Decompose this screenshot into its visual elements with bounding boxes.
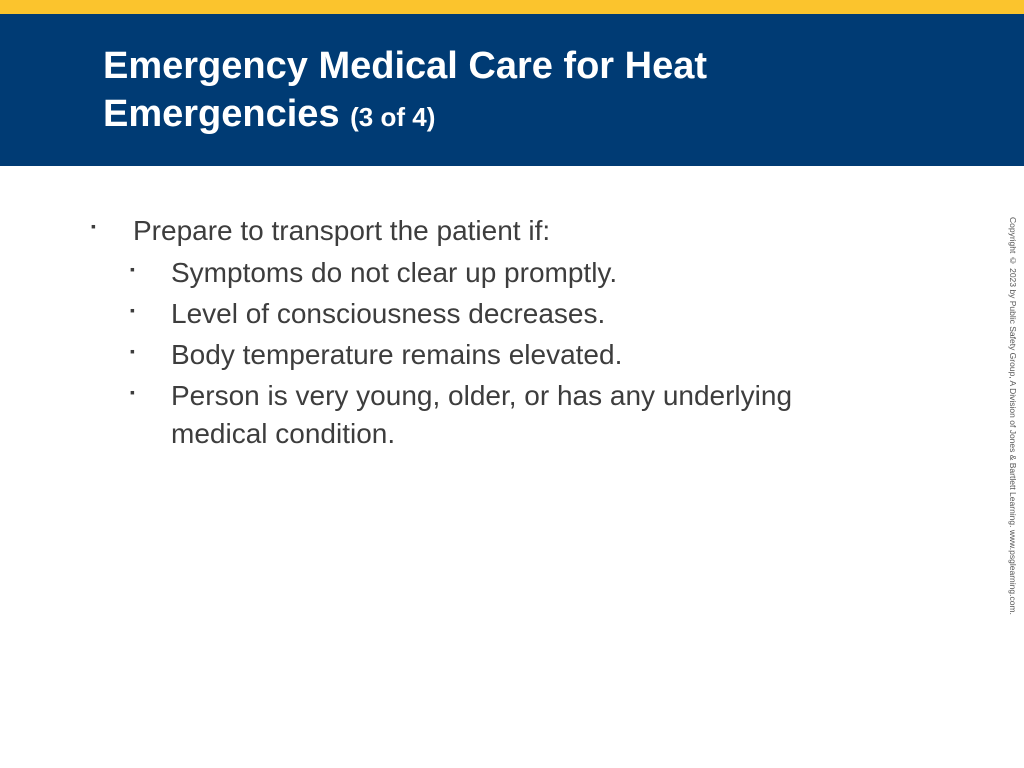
- slide-content: [86, 211, 886, 453]
- square-bullet-icon: ▪: [91, 218, 96, 234]
- square-bullet-icon: ▪: [130, 343, 135, 359]
- sub-bullet-text: Person is very young, older, or has any underlying medical condition.: [171, 380, 793, 449]
- bullet-main: [86, 211, 886, 251]
- sub-bullet-item: [86, 254, 871, 292]
- sub-bullet-text: Level of consciousness decreases.: [171, 298, 606, 329]
- sub-bullet-item: [86, 377, 871, 453]
- top-accent-stripe: [0, 0, 1024, 14]
- sub-bullet-list: [86, 254, 886, 453]
- sub-bullet-item: [86, 295, 871, 333]
- bullet-main-text: Prepare to transport the patient if:: [133, 215, 551, 246]
- slide-subtitle: (3 of 4): [350, 102, 436, 132]
- slide-title-text: Emergency Medical Care for Heat Emergencies: [103, 45, 708, 135]
- square-bullet-icon: ▪: [130, 302, 135, 318]
- copyright-notice: Copyright © 2023 by Public Safety Group, A Division of Jones & Bartlett Learning. www.psglearning.com.: [1008, 217, 1018, 615]
- square-bullet-icon: ▪: [130, 384, 135, 400]
- square-bullet-icon: ▪: [130, 261, 135, 277]
- sub-bullet-item: [86, 336, 871, 374]
- slide-title: [103, 42, 903, 141]
- sub-bullet-text: Symptoms do not clear up promptly.: [171, 257, 618, 288]
- sub-bullet-text: Body temperature remains elevated.: [171, 339, 623, 370]
